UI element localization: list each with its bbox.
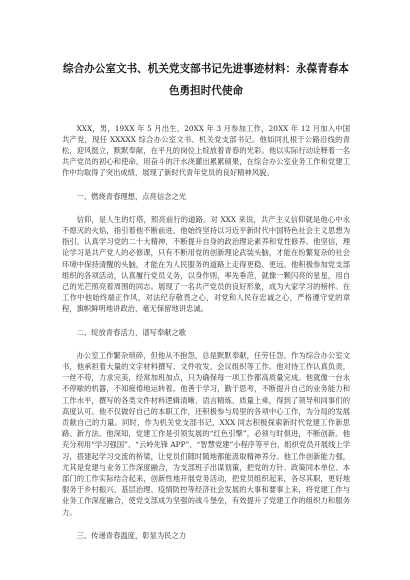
section-heading: 三、传递青春温度，彰显为民之力 [76, 530, 187, 540]
document-content [62, 58, 350, 553]
section-ideals [62, 191, 350, 315]
section-body: 信仰，是人生的灯塔，照亮前行的道路。对 XXX 来说，共产主义信仰就是他心中永不熄灭的火焰，指引着他不断前进。他始终坚持以习近平新时代中国特色社会主义思想为指引，认真学习党的二十大精神，不断提升自身的政治理论素养和党性修养。他坚信，理论学习是共产党人的必修课，只有不断用党的创新理论武装头脑，才能在纷繁复杂的社会环境中保持清醒的头脑，才能在为人民服务的道路上走得更稳、更远。他积极参加党支部组织的各项活动，认真履行党员义务，以身作则，率先垂范，就像一颗闪亮的星星，用自己的光芒照亮着周围的同志。展现了一名共产党员的良好形象，成为大家学习的榜样。在工作中他始终端正作风，对法纪存敬畏之心，对党和人民存忠诚之心，严格遵守党的章程，旗帜鲜明地讲政治，毫无保留地讲忠诚。 [62, 214, 350, 314]
section-heading: 二、绽放青春活力，谱写奉献之歌 [76, 327, 187, 337]
section-service [62, 530, 350, 541]
document-title: 综合办公室文书、机关党支部书记先进事迹材料：永葆青春本色勇担时代使命 [62, 63, 350, 97]
intro-paragraph: XXX，男，19XX 年 5 月出生，20XX 年 3 月参加工作，20XX 年 12 月加入中国共产党，现任 XXXXX 综合办公室文书、机关党支部书记。他如同扎根于公路沿线的青松，迎风挺立，默默奉献，在平凡的岗位上绽放着青春的光彩。他以实际行动诠释着一名共产党员的初心和使命，用奋斗的汗水浇灌出累累硕果，在综合办公室业务工作和党建工作中均取得了突出成绩，展现了新时代青年党员的良好精神风貌。 [62, 123, 350, 178]
section-heading: 一、燃烧青春理想，点亮信念之光 [76, 191, 187, 201]
section-body: 办公室工作繁杂琐碎，但他从不抱怨，总是默默奉献，任劳任怨。作为综合办公室文书，他承担着大量的文字材料撰写、文件收发、会议组织等工作。他对待工作认真负责，一丝不苟，力求完美，经常加班加点，只为确保每一项工作都高质量完成。他就像一台永不停歇的机器，不知疲倦地运转着。他善于学习，勤于思考，不断提升自己的业务能力和工作水平，撰写的各类文件材料逻辑清晰、语言精炼、质量上乘，得到了领导和同事们的高度认可。他不仅做好自己的本职工作，还积极参与局里的各项中心工作，为分局的发展贡献自己的力量。同时，作为机关党支部书记，XXX 同志积极探索新时代党建工作新思路、新方法。他深知，党建工作是引领发展的“红色引擎”，必须与时俱进，不断创新。他充分利用“学习强国”、“云岭先锋 APP”、“智慧党建”小程序等平台，组织党员开展线上学习，搭建起学习交流的桥梁，让党员们随时随地都能汲取精神养分。他工作创新能力强，尤其是党建与业务工作深度融合，为支部班子出谋划策，把党的方针、政策同本单位、本部门的工作实际结合起来，创新性地开展党务活动，把党员组织起来，各尽其职，更好地服务于乡村振兴、基层治理、疫情防控等经济社会发展的大事和要事上来，将党建工作与业务工作深度融合，使党支部成为坚强的战斗堡垒，有效提升了党建工作的组织力和服务力。 [62, 350, 350, 517]
section-dedication [62, 327, 350, 518]
